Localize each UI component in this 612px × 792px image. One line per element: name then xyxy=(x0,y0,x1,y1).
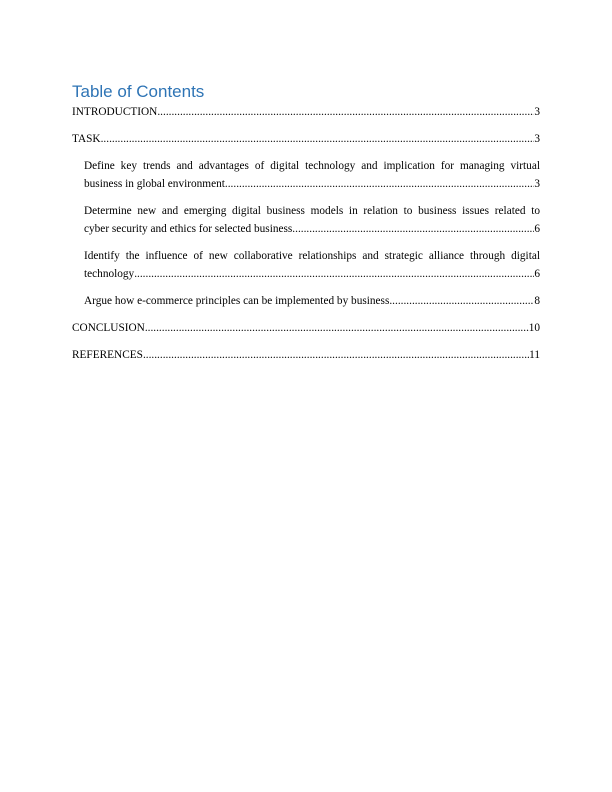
toc-entry-page: 10 xyxy=(528,322,540,334)
toc-entry-title: Argue how e-commerce principles can be implemented by business xyxy=(84,295,390,307)
toc-entry-task[interactable] xyxy=(72,130,540,148)
toc-entry-title-line1: Determine new and emerging digital business models in relation to business issues related to xyxy=(84,205,540,217)
toc-entry-references[interactable] xyxy=(72,346,540,364)
dot-leader xyxy=(134,265,534,283)
dot-leader xyxy=(143,346,529,364)
toc-entry-introduction[interactable] xyxy=(72,103,540,121)
toc-entry-title: CONCLUSION xyxy=(72,322,145,334)
toc-entry-collaborative-relationships[interactable] xyxy=(72,247,540,283)
toc-entry-business-models[interactable] xyxy=(72,202,540,238)
toc-entry-title-line2: technology xyxy=(84,268,135,280)
toc-entry-title-line1: Define key trends and advantages of digital technology and implication for managing virtual xyxy=(84,160,540,172)
toc-entry-title-line1: Identify the influence of new collaborative relationships and strategic alliance through digital xyxy=(84,250,540,262)
toc-entry-page: 11 xyxy=(529,349,540,361)
dot-leader xyxy=(101,130,535,148)
toc-entry-page: 8 xyxy=(534,295,540,307)
toc-entry-title-line2: business in global environment xyxy=(84,178,225,190)
toc-entry-page: 3 xyxy=(534,133,540,145)
toc-entry-page: 3 xyxy=(534,106,540,118)
toc-entry-page: 6 xyxy=(534,268,540,280)
toc-entry-page: 6 xyxy=(534,223,540,235)
dot-leader xyxy=(225,175,534,193)
toc-entry-conclusion[interactable] xyxy=(72,319,540,337)
dot-leader xyxy=(145,319,529,337)
toc-entry-title: TASK xyxy=(72,133,101,145)
toc-entry-key-trends[interactable] xyxy=(72,157,540,193)
dot-leader xyxy=(389,292,534,310)
dot-leader xyxy=(157,103,534,121)
toc-entry-title-line2: cyber security and ethics for selected business xyxy=(84,223,293,235)
toc-entry-title: INTRODUCTION xyxy=(72,106,158,118)
dot-leader xyxy=(292,220,534,238)
toc-entry-page: 3 xyxy=(534,178,540,190)
table-of-contents xyxy=(72,103,540,373)
toc-entry-title: REFERENCES xyxy=(72,349,143,361)
toc-entry-e-commerce-principles[interactable] xyxy=(72,292,540,310)
toc-heading: Table of Contents xyxy=(72,82,205,101)
